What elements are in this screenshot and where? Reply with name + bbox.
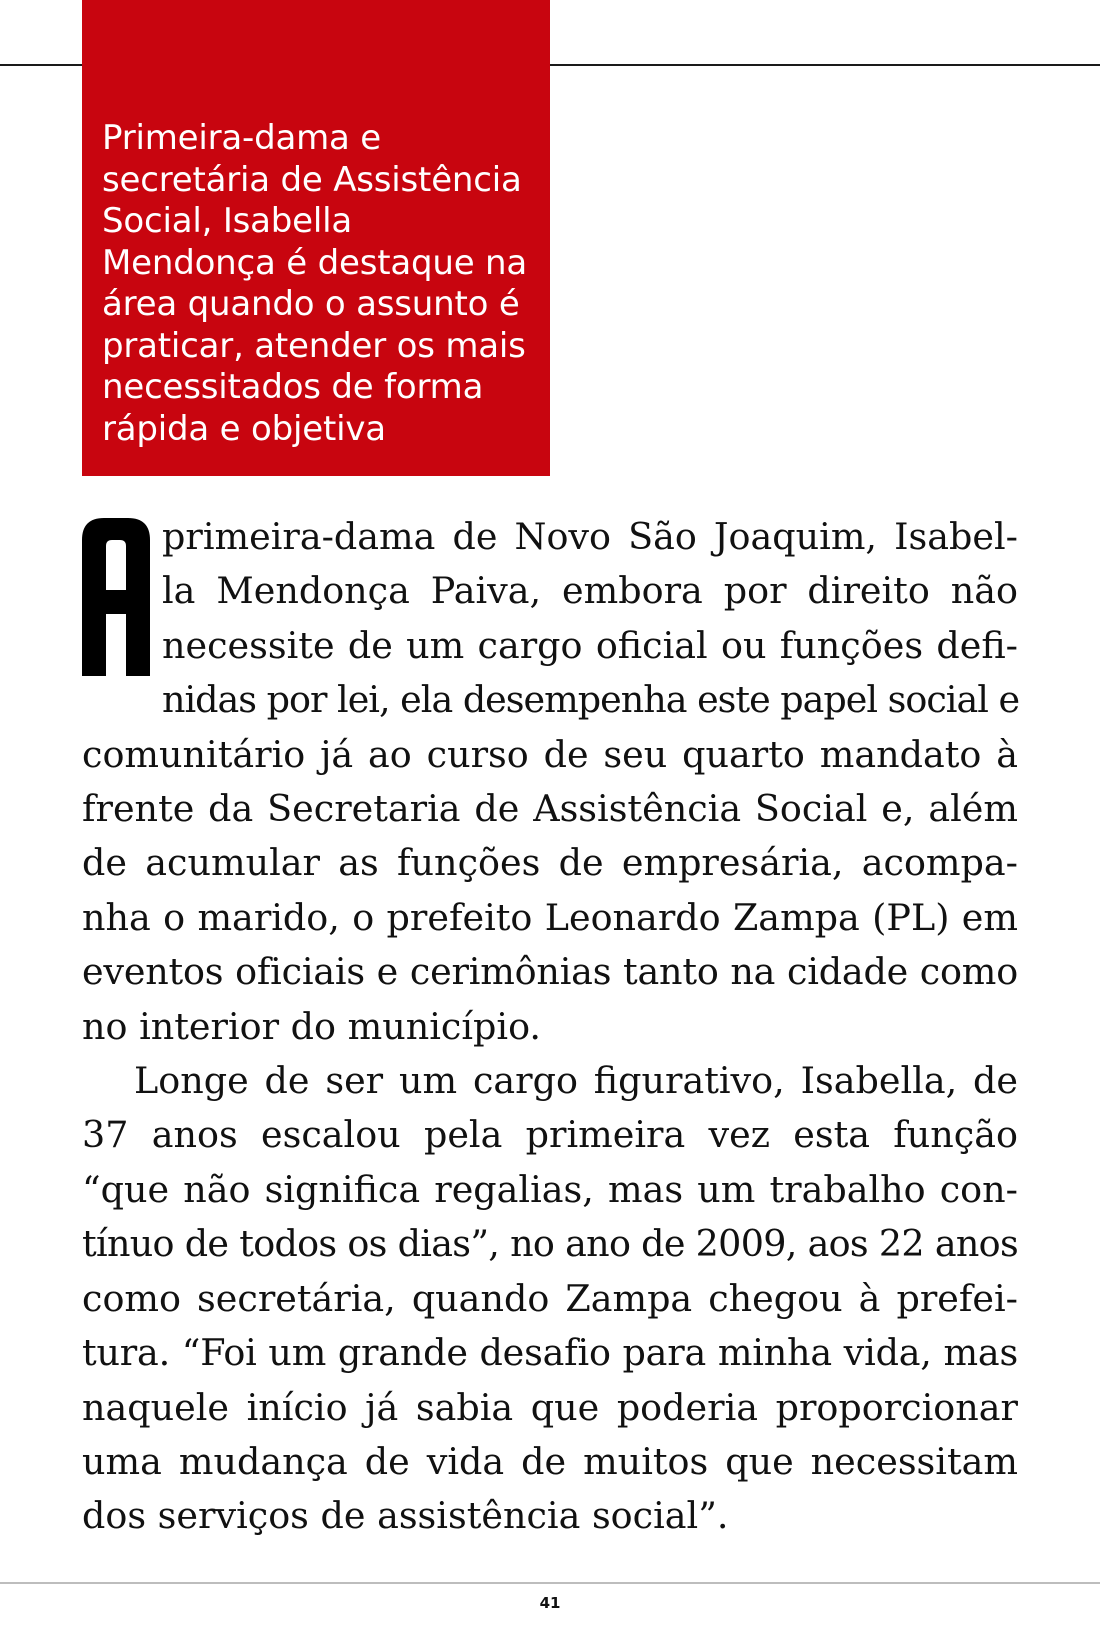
- text-line: nha o marido, o prefeito Leonardo Zampa (PL) em: [82, 895, 1018, 939]
- paragraph-2: [82, 1054, 1018, 1544]
- text-line: eventos oficiais e cerimônias tanto na cidade como: [82, 950, 1018, 994]
- text-line: uma mudança de vida de muitos que necessitam: [82, 1439, 1018, 1483]
- text-line: tura. “Foi um grande desafio para minha vida, mas: [82, 1331, 1018, 1375]
- page-number: 41: [539, 1594, 561, 1612]
- drop-cap-letter: [82, 518, 150, 676]
- text-line: la Mendonça Paiva, embora por direito não: [162, 569, 1018, 613]
- text-line: 37 anos escalou pela primeira vez esta função: [82, 1113, 1018, 1157]
- highlight-box: [82, 0, 550, 476]
- article-body: [82, 510, 1018, 1544]
- text-line: tínuo de todos os dias”, no ano de 2009, aos 22 anos: [82, 1222, 1018, 1266]
- text-line: naquele início já sabia que poderia proporcionar: [82, 1385, 1018, 1429]
- text-line: necessite de um cargo oficial ou funções defi-: [162, 623, 1018, 667]
- text-line: “que não significa regalias, mas um trabalho con-: [82, 1167, 1018, 1211]
- highlight-text: Primeira-dama e secretária de Assistência Social, Isabella Mendonça é destaque na área quando o assunto é praticar, atender os mais necessitados de forma rápida e objetiva: [102, 118, 528, 449]
- text-line: no interior do município.: [82, 1004, 542, 1048]
- text-line: Longe de ser um cargo figurativo, Isabella, de: [134, 1059, 1018, 1103]
- text-line: como secretária, quando Zampa chegou à prefei-: [82, 1276, 1018, 1320]
- text-line: comunitário já ao curso de seu quarto mandato à: [82, 732, 1018, 776]
- drop-cap: [82, 518, 150, 676]
- text-line: primeira-dama de Novo São Joaquim, Isabel-: [162, 515, 1018, 558]
- text-line: nidas por lei, ela desempenha este papel social e: [162, 678, 1020, 722]
- text-line: dos serviços de assistência social”.: [82, 1494, 729, 1538]
- text-line: frente da Secretaria de Assistência Social e, além: [82, 787, 1018, 831]
- bottom-divider: [0, 1582, 1100, 1584]
- paragraph-1: [82, 510, 1018, 1054]
- text-line: de acumular as funções de empresária, acompa-: [82, 841, 1018, 885]
